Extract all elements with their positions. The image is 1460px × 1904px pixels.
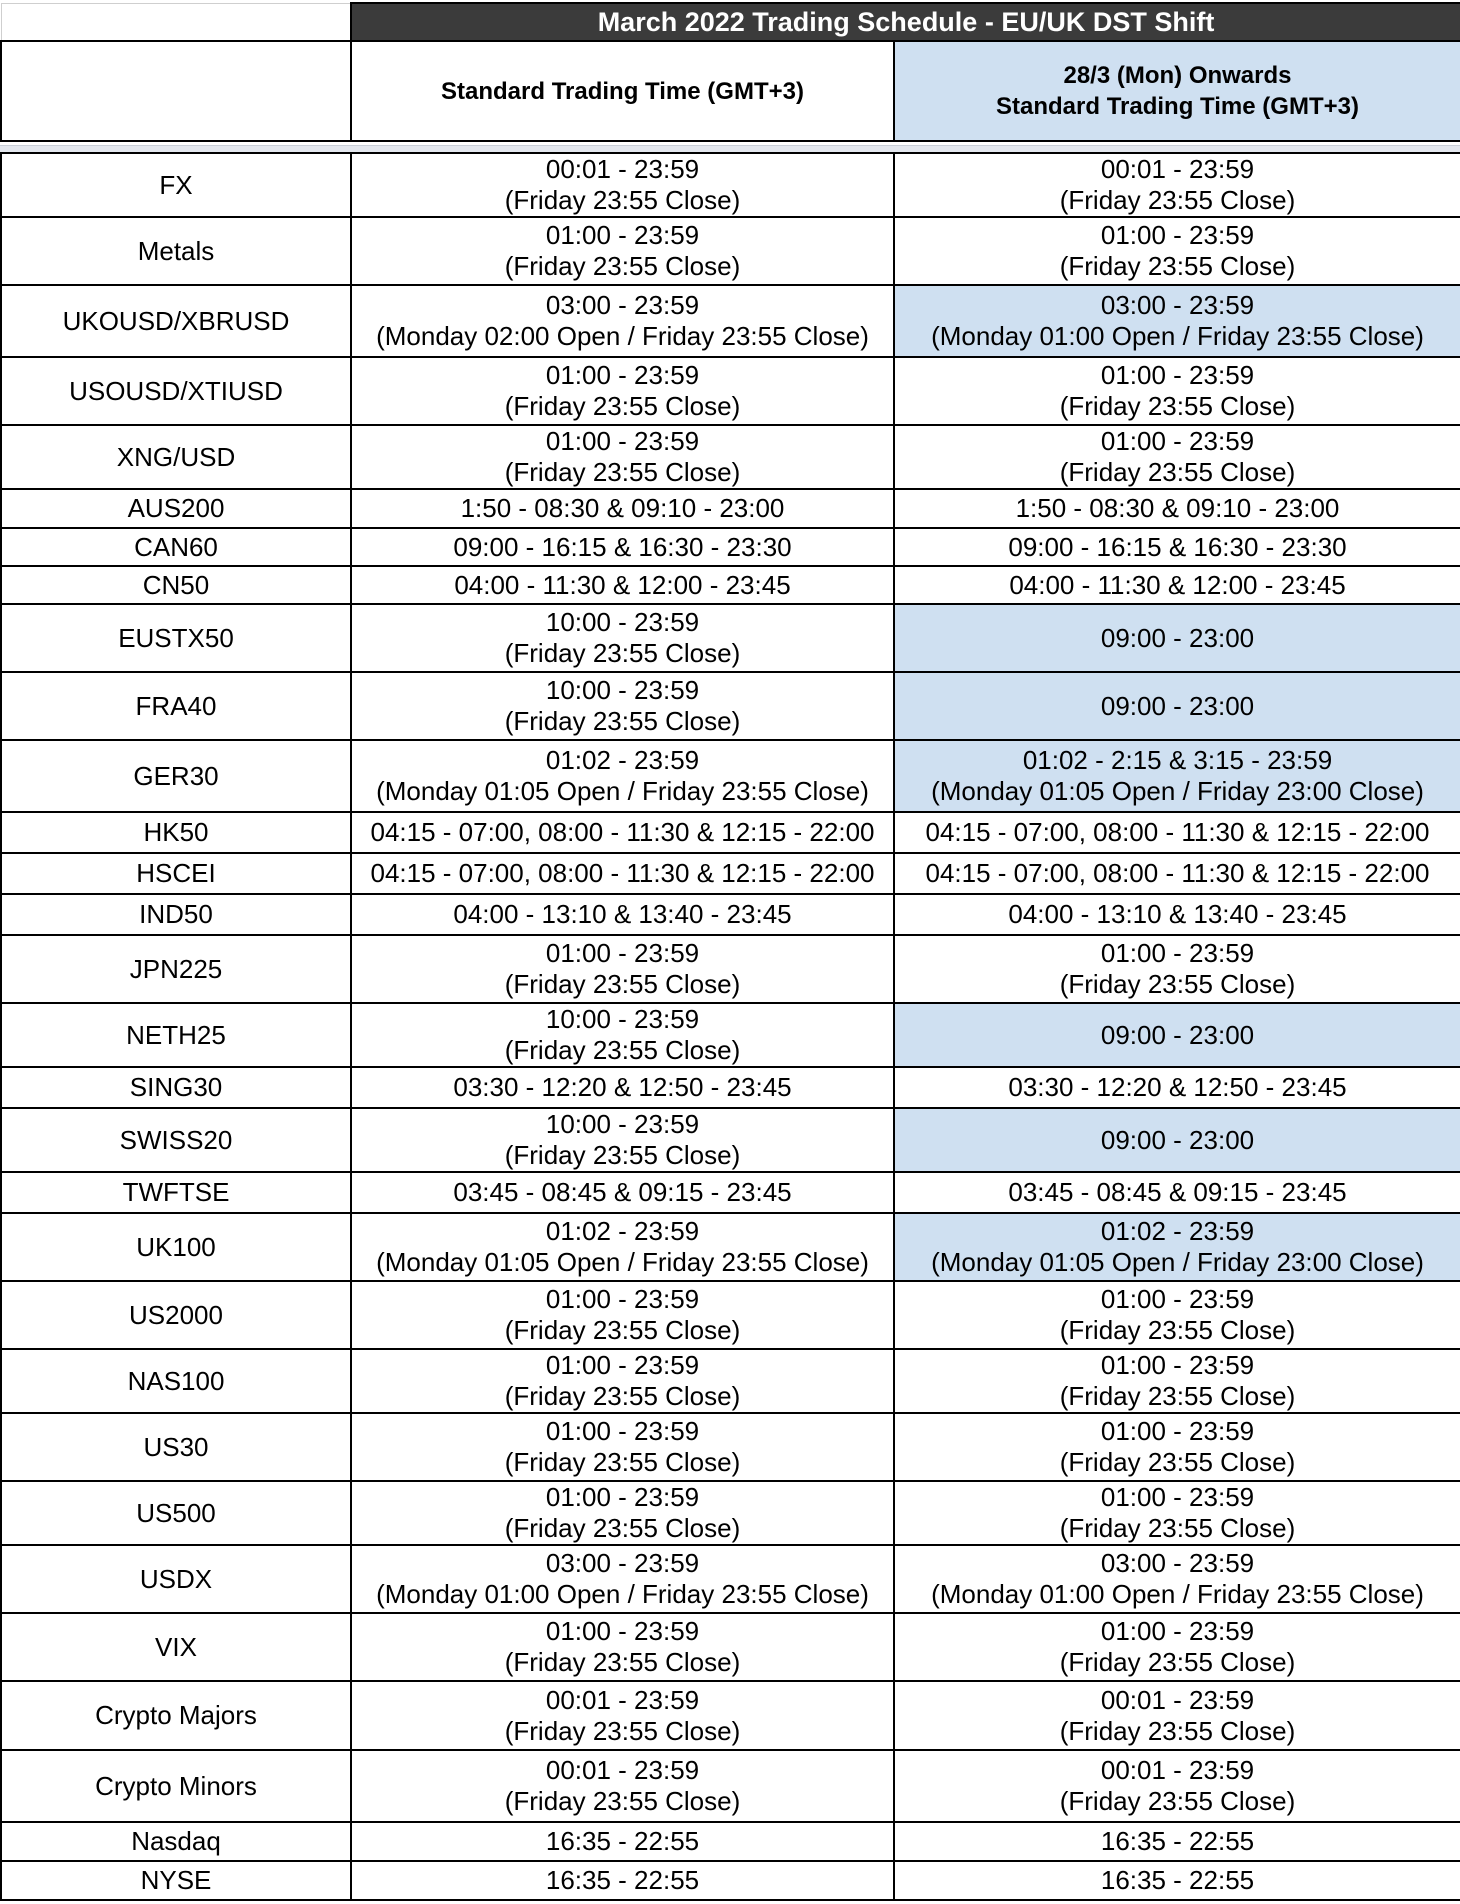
current-hours-cell[interactable] — [351, 1481, 894, 1545]
table-row — [1, 489, 1460, 528]
trading-hours-note: (Friday 23:55 Close) — [504, 1035, 741, 1065]
trading-hours-note: (Friday 23:55 Close) — [504, 1647, 741, 1677]
trading-hours-text: 01:00 - 23:59 — [545, 360, 700, 390]
trading-hours-note: (Friday 23:55 Close) — [1059, 1381, 1296, 1411]
table-row — [1, 425, 1460, 489]
instrument-cell-can60[interactable]: CAN60 — [1, 528, 351, 566]
current-hours-cell[interactable] — [351, 489, 894, 528]
current-hours-cell[interactable] — [351, 853, 894, 894]
onwards-date-label: 28/3 (Mon) Onwards — [1063, 62, 1292, 89]
trading-hours-note: (Friday 23:55 Close) — [504, 185, 741, 215]
trading-hours-text: 09:00 - 23:00 — [1100, 690, 1255, 721]
trading-hours-note: (Friday 23:55 Close) — [504, 1381, 741, 1411]
trading-hours-note: (Friday 23:55 Close) — [1059, 1315, 1296, 1345]
instrument-cell-nasdaq[interactable]: Nasdaq — [1, 1822, 351, 1861]
onwards-hours-cell[interactable] — [894, 1750, 1460, 1822]
trading-hours-text: 01:00 - 23:59 — [1100, 220, 1255, 250]
current-hours-cell[interactable] — [351, 740, 894, 812]
current-hours-cell[interactable] — [351, 1861, 894, 1900]
instrument-cell-usdx[interactable]: USDX — [1, 1545, 351, 1613]
onwards-hours-cell[interactable] — [894, 1861, 1460, 1900]
current-hours-cell[interactable] — [351, 285, 894, 357]
trading-hours-note: (Friday 23:55 Close) — [504, 391, 741, 421]
onwards-hours-cell[interactable] — [894, 1213, 1460, 1281]
onwards-hours-cell[interactable] — [894, 1349, 1460, 1413]
trading-hours-text: 01:00 - 23:59 — [1100, 1616, 1255, 1646]
current-hours-cell[interactable] — [351, 1822, 894, 1861]
current-hours-cell[interactable] — [351, 935, 894, 1003]
current-hours-cell[interactable] — [351, 217, 894, 285]
onwards-hours-cell[interactable] — [894, 604, 1460, 672]
onwards-hours-cell[interactable] — [894, 153, 1460, 217]
table-row — [1, 1613, 1460, 1681]
instrument-cell-fra40[interactable]: FRA40 — [1, 672, 351, 740]
current-schedule-header[interactable] — [351, 41, 894, 141]
instrument-cell-eustx50[interactable]: EUSTX50 — [1, 604, 351, 672]
trading-hours-note: (Friday 23:55 Close) — [504, 1315, 741, 1345]
table-row — [1, 1681, 1460, 1750]
onwards-hours-cell[interactable] — [894, 566, 1460, 604]
trading-hours-text: 01:00 - 23:59 — [545, 938, 700, 968]
trading-hours-text: 00:01 - 23:59 — [1100, 1684, 1255, 1715]
trading-hours-note: (Monday 02:00 Open / Friday 23:55 Close) — [376, 321, 869, 351]
trading-hours-text: 09:00 - 23:00 — [1100, 1124, 1255, 1155]
table-row — [1, 1750, 1460, 1822]
table-row — [1, 812, 1460, 853]
schedule-header — [0, 2, 1460, 142]
instrument-cell-jpn225[interactable]: JPN225 — [1, 935, 351, 1003]
onwards-hours-cell[interactable] — [894, 285, 1460, 357]
table-row — [1, 1281, 1460, 1349]
trading-hours-text: 10:00 - 23:59 — [545, 675, 700, 705]
table-row — [1, 1172, 1460, 1213]
current-hours-cell[interactable] — [351, 566, 894, 604]
trading-hours-note: (Friday 23:55 Close) — [504, 1513, 741, 1543]
instrument-cell-us2000[interactable]: US2000 — [1, 1281, 351, 1349]
trading-hours-text: 00:01 - 23:59 — [545, 1755, 700, 1785]
current-hours-cell[interactable] — [351, 1681, 894, 1750]
trading-hours-note: (Friday 23:55 Close) — [504, 706, 741, 736]
trading-hours-text: 01:02 - 2:15 & 3:15 - 23:59 — [1022, 745, 1333, 775]
trading-hours-note: (Monday 01:05 Open / Friday 23:55 Close) — [376, 776, 869, 806]
onwards-hours-cell[interactable] — [894, 1067, 1460, 1108]
trading-hours-text: 01:00 - 23:59 — [545, 1416, 700, 1446]
table-row — [1, 1822, 1460, 1861]
trading-hours-note: (Friday 23:55 Close) — [504, 251, 741, 281]
trading-hours-note: (Friday 23:55 Close) — [504, 1715, 741, 1746]
instrument-cell-nyse[interactable]: NYSE — [1, 1861, 351, 1900]
instrument-cell-aus200[interactable]: AUS200 — [1, 489, 351, 528]
trading-hours-note: (Friday 23:55 Close) — [504, 969, 741, 999]
trading-hours-text: 09:00 - 16:15 & 16:30 - 23:30 — [453, 531, 792, 562]
trading-hours-text: 04:15 - 07:00, 08:00 - 11:30 & 12:15 - 22:00 — [925, 817, 1430, 847]
instrument-cell-ger30[interactable]: GER30 — [1, 740, 351, 812]
instrument-cell-twftse[interactable]: TWFTSE — [1, 1172, 351, 1213]
frozen-pane-divider[interactable] — [0, 145, 1460, 152]
trading-hours-text: 04:00 - 11:30 & 12:00 - 23:45 — [454, 569, 791, 600]
trading-hours-text: 16:35 - 22:55 — [1100, 1865, 1255, 1895]
instrument-cell-cn50[interactable]: CN50 — [1, 566, 351, 604]
table-row — [1, 528, 1460, 566]
trading-hours-text: 00:01 - 23:59 — [1100, 1755, 1255, 1785]
trading-hours-text: 09:00 - 23:00 — [1100, 622, 1255, 653]
table-row — [1, 1003, 1460, 1067]
onwards-hours-cell[interactable] — [894, 1545, 1460, 1613]
instrument-cell-neth25[interactable]: NETH25 — [1, 1003, 351, 1067]
onwards-hours-cell[interactable] — [894, 740, 1460, 812]
table-row — [1, 1108, 1460, 1172]
trading-hours-note: (Friday 23:55 Close) — [1059, 1715, 1296, 1746]
onwards-hours-cell[interactable] — [894, 812, 1460, 853]
table-row — [1, 935, 1460, 1003]
current-hours-cell[interactable] — [351, 1281, 894, 1349]
table-row — [1, 217, 1460, 285]
trading-hours-note: (Friday 23:55 Close) — [504, 1447, 741, 1477]
instrument-cell-ind50[interactable]: IND50 — [1, 894, 351, 935]
trading-hours-text: 16:35 - 22:55 — [545, 1865, 700, 1895]
trading-hours-text: 03:30 - 12:20 & 12:50 - 23:45 — [1008, 1072, 1347, 1102]
trading-hours-text: 03:00 - 23:59 — [545, 1548, 700, 1578]
onwards-hours-cell[interactable] — [894, 489, 1460, 528]
trading-hours-text: 01:00 - 23:59 — [545, 1284, 700, 1314]
schedule-body — [1, 153, 1460, 1900]
table-row — [1, 1861, 1460, 1900]
trading-hours-text: 16:35 - 22:55 — [1100, 1826, 1255, 1856]
onwards-hours-cell[interactable] — [894, 1281, 1460, 1349]
trading-hours-text: 04:15 - 07:00, 08:00 - 11:30 & 12:15 - 22:00 — [370, 817, 875, 847]
current-hours-cell[interactable] — [351, 1213, 894, 1281]
trading-hours-text: 10:00 - 23:59 — [545, 1109, 700, 1139]
trading-hours-text: 04:00 - 11:30 & 12:00 - 23:45 — [1009, 569, 1346, 600]
table-row — [1, 894, 1460, 935]
trading-hours-text: 01:00 - 23:59 — [545, 1482, 700, 1512]
schedule-title[interactable]: March 2022 Trading Schedule - EU/UK DST Shift — [351, 3, 1460, 41]
current-hours-cell[interactable] — [351, 1413, 894, 1481]
instrument-cell-hk50[interactable]: HK50 — [1, 812, 351, 853]
onwards-schedule-header[interactable] — [894, 41, 1460, 141]
current-hours-cell[interactable] — [351, 812, 894, 853]
trading-hours-note: (Monday 01:05 Open / Friday 23:00 Close) — [931, 776, 1424, 806]
trading-hours-text: 04:15 - 07:00, 08:00 - 11:30 & 12:15 - 22:00 — [370, 858, 875, 888]
trading-hours-text: 03:00 - 23:59 — [1100, 1548, 1255, 1578]
trading-hours-text: 01:00 - 23:59 — [545, 1350, 700, 1380]
instrument-cell-vix[interactable]: VIX — [1, 1613, 351, 1681]
trading-hours-text: 00:01 - 23:59 — [545, 1684, 700, 1715]
trading-hours-note: (Monday 01:05 Open / Friday 23:55 Close) — [376, 1247, 869, 1277]
table-row — [1, 853, 1460, 894]
trading-hours-text: 01:00 - 23:59 — [1100, 938, 1255, 968]
instrument-cell-fx[interactable]: FX — [1, 153, 351, 217]
onwards-hours-cell[interactable] — [894, 357, 1460, 425]
trading-hours-text: 01:02 - 23:59 — [545, 1216, 700, 1246]
current-hours-cell[interactable] — [351, 528, 894, 566]
table-row — [1, 153, 1460, 217]
table-row — [1, 740, 1460, 812]
onwards-schedule-header-label: Standard Trading Time (GMT+3) — [996, 93, 1359, 120]
onwards-hours-cell[interactable] — [894, 1413, 1460, 1481]
trading-hours-text: 10:00 - 23:59 — [545, 607, 700, 637]
trading-hours-note: (Friday 23:55 Close) — [1059, 1513, 1296, 1543]
trading-hours-note: (Monday 01:00 Open / Friday 23:55 Close) — [931, 1579, 1424, 1609]
trading-hours-text: 00:01 - 23:59 — [1100, 154, 1255, 184]
onwards-hours-cell[interactable] — [894, 1681, 1460, 1750]
header-corner-cell[interactable] — [1, 3, 351, 41]
current-hours-cell[interactable] — [351, 894, 894, 935]
trading-hours-text: 03:00 - 23:59 — [545, 290, 700, 320]
trading-hours-text: 01:00 - 23:59 — [1100, 1416, 1255, 1446]
trading-hours-note: (Friday 23:55 Close) — [1059, 1447, 1296, 1477]
trading-hours-text: 01:00 - 23:59 — [1100, 426, 1255, 456]
instrument-cell-usousd-xtiusd[interactable]: USOUSD/XTIUSD — [1, 357, 351, 425]
trading-hours-note: (Friday 23:55 Close) — [1059, 251, 1296, 281]
trading-hours-text: 03:30 - 12:20 & 12:50 - 23:45 — [453, 1072, 792, 1102]
table-row — [1, 566, 1460, 604]
table-row — [1, 604, 1460, 672]
instrument-cell-xng-usd[interactable]: XNG/USD — [1, 425, 351, 489]
table-row — [1, 1481, 1460, 1545]
trading-hours-text: 03:45 - 08:45 & 09:15 - 23:45 — [453, 1177, 792, 1207]
trading-hours-note: (Friday 23:55 Close) — [504, 1140, 741, 1170]
instrument-cell-hscei[interactable]: HSCEI — [1, 853, 351, 894]
instrument-cell-crypto-majors[interactable]: Crypto Majors — [1, 1681, 351, 1750]
current-hours-cell[interactable] — [351, 425, 894, 489]
trading-hours-text: 1:50 - 08:30 & 09:10 - 23:00 — [1015, 493, 1340, 523]
onwards-hours-cell[interactable] — [894, 853, 1460, 894]
current-hours-cell[interactable] — [351, 153, 894, 217]
trading-hours-text: 04:00 - 13:10 & 13:40 - 23:45 — [1008, 899, 1347, 929]
onwards-hours-cell[interactable] — [894, 1481, 1460, 1545]
table-row — [1, 285, 1460, 357]
instrument-cell-nas100[interactable]: NAS100 — [1, 1349, 351, 1413]
current-hours-cell[interactable] — [351, 672, 894, 740]
current-hours-cell[interactable] — [351, 1108, 894, 1172]
instrument-cell-us500[interactable]: US500 — [1, 1481, 351, 1545]
onwards-hours-cell[interactable] — [894, 1108, 1460, 1172]
current-hours-cell[interactable] — [351, 1349, 894, 1413]
trading-hours-note: (Monday 01:00 Open / Friday 23:55 Close) — [931, 321, 1424, 351]
current-hours-cell[interactable] — [351, 1613, 894, 1681]
trading-hours-text: 01:00 - 23:59 — [1100, 1284, 1255, 1314]
trading-hours-text: 16:35 - 22:55 — [545, 1826, 700, 1856]
current-schedule-header-label: Standard Trading Time (GMT+3) — [441, 77, 804, 105]
trading-hours-text: 03:00 - 23:59 — [1100, 290, 1255, 320]
instrument-cell-swiss20[interactable]: SWISS20 — [1, 1108, 351, 1172]
trading-hours-text: 09:00 - 16:15 & 16:30 - 23:30 — [1008, 531, 1347, 562]
trading-hours-note: (Friday 23:55 Close) — [1059, 1647, 1296, 1677]
trading-hours-text: 00:01 - 23:59 — [545, 154, 700, 184]
trading-hours-text: 01:00 - 23:59 — [545, 426, 700, 456]
onwards-hours-cell[interactable] — [894, 1822, 1460, 1861]
trading-hours-note: (Friday 23:55 Close) — [504, 1786, 741, 1816]
onwards-hours-cell[interactable] — [894, 528, 1460, 566]
instrument-cell-us30[interactable]: US30 — [1, 1413, 351, 1481]
table-row — [1, 357, 1460, 425]
onwards-hours-cell[interactable] — [894, 217, 1460, 285]
current-hours-cell[interactable] — [351, 357, 894, 425]
schedule-table — [0, 152, 1460, 1901]
table-row — [1, 1349, 1460, 1413]
trading-hours-text: 01:02 - 23:59 — [1100, 1216, 1255, 1246]
trading-hours-note: (Monday 01:00 Open / Friday 23:55 Close) — [376, 1579, 869, 1609]
trading-hours-note: (Friday 23:55 Close) — [1059, 185, 1296, 215]
trading-hours-note: (Friday 23:55 Close) — [1059, 391, 1296, 421]
table-row — [1, 1545, 1460, 1613]
trading-hours-note: (Monday 01:05 Open / Friday 23:00 Close) — [931, 1247, 1424, 1277]
trading-hours-text: 01:02 - 23:59 — [545, 745, 700, 775]
trading-hours-text: 01:00 - 23:59 — [1100, 1482, 1255, 1512]
table-row — [1, 1413, 1460, 1481]
instrument-header-cell[interactable] — [1, 41, 351, 141]
onwards-hours-cell[interactable] — [894, 1172, 1460, 1213]
trading-hours-text: 04:15 - 07:00, 08:00 - 11:30 & 12:15 - 22:00 — [925, 858, 1430, 888]
instrument-cell-ukousd-xbrusd[interactable]: UKOUSD/XBRUSD — [1, 285, 351, 357]
onwards-hours-cell[interactable] — [894, 672, 1460, 740]
trading-hours-note: (Friday 23:55 Close) — [504, 638, 741, 668]
onwards-hours-cell[interactable] — [894, 1613, 1460, 1681]
table-row — [1, 672, 1460, 740]
onwards-hours-cell[interactable] — [894, 935, 1460, 1003]
trading-hours-text: 09:00 - 23:00 — [1100, 1019, 1255, 1050]
instrument-cell-crypto-minors[interactable]: Crypto Minors — [1, 1750, 351, 1822]
current-hours-cell[interactable] — [351, 1172, 894, 1213]
instrument-cell-metals[interactable]: Metals — [1, 217, 351, 285]
current-hours-cell[interactable] — [351, 1545, 894, 1613]
onwards-hours-cell[interactable] — [894, 1003, 1460, 1067]
current-hours-cell[interactable] — [351, 1067, 894, 1108]
trading-hours-note: (Friday 23:55 Close) — [1059, 969, 1296, 999]
onwards-hours-cell[interactable] — [894, 425, 1460, 489]
trading-hours-text: 01:00 - 23:59 — [1100, 360, 1255, 390]
onwards-hours-cell[interactable] — [894, 894, 1460, 935]
trading-hours-text: 04:00 - 13:10 & 13:40 - 23:45 — [453, 899, 792, 929]
current-hours-cell[interactable] — [351, 1750, 894, 1822]
trading-hours-note: (Friday 23:55 Close) — [504, 457, 741, 487]
trading-hours-text: 01:00 - 23:59 — [545, 220, 700, 250]
table-row — [1, 1067, 1460, 1108]
trading-hours-text: 01:00 - 23:59 — [1100, 1350, 1255, 1380]
trading-hours-text: 10:00 - 23:59 — [545, 1004, 700, 1034]
trading-hours-text: 1:50 - 08:30 & 09:10 - 23:00 — [460, 493, 785, 523]
instrument-cell-sing30[interactable]: SING30 — [1, 1067, 351, 1108]
current-hours-cell[interactable] — [351, 604, 894, 672]
current-hours-cell[interactable] — [351, 1003, 894, 1067]
trading-hours-note: (Friday 23:55 Close) — [1059, 457, 1296, 487]
trading-hours-note: (Friday 23:55 Close) — [1059, 1786, 1296, 1816]
instrument-cell-uk100[interactable]: UK100 — [1, 1213, 351, 1281]
table-row — [1, 1213, 1460, 1281]
trading-hours-text: 01:00 - 23:59 — [545, 1616, 700, 1646]
trading-hours-text: 03:45 - 08:45 & 09:15 - 23:45 — [1008, 1177, 1347, 1207]
